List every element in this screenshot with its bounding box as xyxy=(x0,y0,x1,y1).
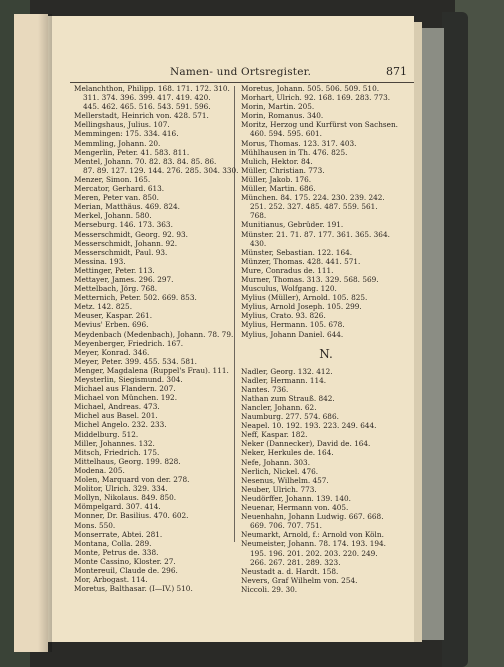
page-number: 871 xyxy=(386,65,407,78)
index-entry: Mellingshaus, Julius. 107. xyxy=(74,120,170,130)
index-entry: Meren, Peter van. 850. xyxy=(74,193,159,203)
index-entry: Neuber, Ulrich. 773. xyxy=(241,484,317,494)
index-entry: Meysterlin, Siegismund. 304. xyxy=(74,375,183,384)
index-entry: Moretus, Johann. 505. 506. 509. 510. xyxy=(241,84,380,93)
index-entry: Mylius, Johann Daniel. 644. xyxy=(241,329,344,339)
index-entry: Merkel, Johann. 580. xyxy=(74,211,152,221)
index-entry: Metternich, Peter. 502. 669. 853. xyxy=(74,293,197,303)
index-entry: Murner, Thomas. 313. 329. 568. 569. xyxy=(241,274,379,284)
section-letter: N. xyxy=(319,346,333,361)
index-entry: Melanchthon, Philipp. 168. 171. 172. 310. xyxy=(74,84,230,93)
index-entry: Mittelhaus, Georg. 199. 828. xyxy=(74,456,181,466)
column-rule xyxy=(234,86,235,542)
index-entry: Nesenus, Wilhelm. 457. xyxy=(241,475,329,485)
index-entry: Morin, Martin. 205. xyxy=(241,102,315,112)
index-entry: Mylius, Hermann. 105. 678. xyxy=(241,320,345,330)
index-entry: Neudörffer, Johann. 139. 140. xyxy=(241,493,352,503)
index-entry: Michael, Andreas. 473. xyxy=(74,402,160,412)
index-entry: Münster. 21. 71. 87. 177. 361. 365. 364. xyxy=(241,229,390,239)
index-entry: Meyenberger, Friedrich. 167. xyxy=(74,338,184,348)
index-entry: Nancler, Johann. 62. xyxy=(241,403,317,412)
index-entry: 430. xyxy=(250,238,267,248)
index-column-left xyxy=(74,84,239,594)
index-entry: Menzer, Simon. 165. xyxy=(74,174,151,184)
index-entry: Meyer, Konrad. 346. xyxy=(74,347,150,357)
index-entry: 266. 267. 281. 289. 323. xyxy=(250,557,341,567)
index-entry: Mömpelgard. 307. 414. xyxy=(74,502,161,512)
index-entry: Nadler, Georg. 132. 412. xyxy=(241,366,333,376)
index-entry: Nevers, Graf Wilhelm von. 254. xyxy=(241,575,358,585)
running-title: Namen- und Ortsregister. xyxy=(170,66,312,78)
index-entry: Montereuil, Claude de. 296. xyxy=(74,565,178,575)
index-entry: 460. 594. 595. 601. xyxy=(250,129,322,139)
index-entry: Mor, Arbogast. 114. xyxy=(74,575,148,585)
index-entry: Mons. 550. xyxy=(74,520,116,530)
index-column-right xyxy=(241,84,411,594)
index-entry: Münzer, Thomas. 428. 441. 571. xyxy=(241,256,361,266)
index-entry: Mulich, Hektor. 84. xyxy=(241,156,313,166)
index-entry: Neustadt a. d. Hardt. 158. xyxy=(241,566,339,576)
index-entry: Mercator, Gerhard. 613. xyxy=(74,184,165,194)
index-entry: Müller, Martin. 686. xyxy=(241,184,316,194)
index-entry: Musculus, Wolfgang. 120. xyxy=(241,284,337,294)
index-entry: Michel Angelo. 232. 233. xyxy=(74,420,167,430)
index-entry: Mühlhausen in Th. 476. 825. xyxy=(241,147,348,157)
index-entry: Menger, Magdalena (Ruppel's Frau). 111. xyxy=(74,365,229,375)
index-entry: Morin, Romanus. 340. xyxy=(241,111,324,121)
index-entry: 445. 462. 465. 516. 543. 591. 596. xyxy=(83,102,211,112)
index-entry: München. 84. 175. 224. 230. 239. 242. xyxy=(241,193,385,203)
index-entry: 768. xyxy=(250,211,267,221)
index-entry: Morus, Thomas. 123. 317. 403. xyxy=(241,138,357,148)
index-entry: Meuser, Kaspar. 261. xyxy=(74,311,153,321)
index-entry: Mylius, Arnold Joseph. 105. 299. xyxy=(241,302,362,312)
index-entry: Michael von München. 192. xyxy=(74,393,178,403)
index-entry: Merseburg. 146. 173. 363. xyxy=(74,220,173,230)
gutter-shadow xyxy=(38,14,52,652)
index-entry: Neuenar, Hermann von. 405. xyxy=(241,503,349,513)
index-entry: Moritz, Herzog und Kurfürst von Sachsen. xyxy=(241,120,399,130)
index-entry: Nathan zum Strauß. 842. xyxy=(241,393,335,403)
index-entry: Messerschmidt, Paul. 93. xyxy=(74,247,168,257)
index-entry: Niccoli. 29. 30. xyxy=(241,584,298,594)
index-entry: Mollyn, Nikolaus. 849. 850. xyxy=(74,493,177,503)
index-entry: 669. 706. 707. 751. xyxy=(250,521,322,531)
index-entry: Molen, Marquard von der. 278. xyxy=(74,475,190,485)
index-entry: 251. 252. 327. 485. 487. 559. 561. xyxy=(250,202,378,212)
index-entry: Nantes. 736. xyxy=(241,384,289,394)
index-entry: Müller, Christian. 773. xyxy=(241,165,325,175)
index-entry: Mellerstadt, Heinrich von. 428. 571. xyxy=(74,111,209,121)
index-entry: Metz. 142. 825. xyxy=(74,302,133,312)
index-entry: Messerschmidt, Johann. 92. xyxy=(74,238,178,248)
index-entry: Mitsch, Friedrich. 175. xyxy=(74,447,160,457)
index-entry: Münster, Sebastian. 122. 164. xyxy=(241,247,353,257)
index-entry: Molitor, Ulrich. 329. 334. xyxy=(74,484,168,494)
index-entry: 195. 196. 201. 202. 203. 220. 249. xyxy=(250,548,378,558)
index-entry: Modena. 205. xyxy=(74,465,125,475)
index-entry: Neapel. 10. 192. 193. 223. 249. 644. xyxy=(241,421,377,431)
index-entry: Mettayer, James. 296. 297. xyxy=(74,274,174,284)
index-entry: Neker (Dannecker), David de. 164. xyxy=(241,439,371,449)
index-entry: Monte Cassino, Kloster. 27. xyxy=(74,556,176,566)
index-entry: Montana, Colla. 289. xyxy=(74,538,152,548)
index-entry: Monte, Petrus de. 338. xyxy=(74,547,159,557)
index-entry: Moretus, Balthasar. (I—IV.) 510. xyxy=(74,584,193,594)
index-entry: Mylius (Müller), Arnold. 105. 825. xyxy=(241,293,368,303)
index-entry: Miller, Johannes. 132. xyxy=(74,438,155,448)
index-entry: Morhart, Ulrich. 92. 168. 169. 283. 773. xyxy=(241,93,391,103)
index-entry: Messina. 193. xyxy=(74,256,126,266)
index-entry: Michel aus Basel. 201. xyxy=(74,411,158,421)
index-entry: Mylius, Crato. 93. 826. xyxy=(241,311,326,321)
book-cover-edge xyxy=(420,28,444,640)
index-entry: Meydenbach (Medenbach), Johann. 78. 79. xyxy=(74,329,234,339)
index-entry: 311. 374. 396. 399. 417. 419. 420. xyxy=(83,93,211,103)
index-entry: Munitianus, Gebrüder. 191. xyxy=(241,220,344,230)
index-entry: Müller, Jakob. 176. xyxy=(241,174,312,184)
index-entry: Mure, Conradus de. 111. xyxy=(241,265,334,275)
index-entry: Mettelbach, Jörg. 768. xyxy=(74,284,158,294)
index-entry: Memmling, Johann. 20. xyxy=(74,138,161,148)
index-entry: 87. 89. 127. 129. 144. 276. 285. 304. 330. xyxy=(83,165,239,175)
index-entry: Messerschmidt, Georg. 92. 93. xyxy=(74,229,188,239)
index-entry: Neumarkt, Arnold, f.: Arnold von Köln. xyxy=(241,530,384,540)
index-entry: Mengerlin, Peter. 41. 583. 811. xyxy=(74,147,190,157)
index-entry: Memmingen: 175. 334. 416. xyxy=(74,129,179,139)
index-entry: Neff, Kaspar. 182. xyxy=(241,430,308,440)
index-entry: Neumeister, Johann. 78. 174. 193. 194. xyxy=(241,539,387,549)
index-entry: Meyer, Peter. 399. 455. 534. 581. xyxy=(74,356,197,366)
index-entry: Mettinger, Peter. 113. xyxy=(74,265,155,275)
index-entry: Middelburg. 512. xyxy=(74,429,139,439)
index-entry: Mentel, Johann. 70. 82. 83. 84. 85. 86. xyxy=(74,156,217,166)
index-entry: Naumburg. 277. 574. 686. xyxy=(241,412,339,422)
index-entry: Nerlich, Nickel. 476. xyxy=(241,466,319,476)
header-rule xyxy=(70,82,414,83)
index-entry: Michael aus Flandern. 207. xyxy=(74,384,176,394)
index-entry: Monserrate, Abtei. 281. xyxy=(74,529,163,539)
index-entry: Neker, Herkules de. 164. xyxy=(241,448,334,458)
book-cover xyxy=(442,12,468,667)
index-entry: Merian, Matthäus. 469. 824. xyxy=(74,202,180,212)
index-entry: Nadler, Hermann. 114. xyxy=(241,375,327,385)
index-entry: Monner, Dr. Basilius. 470. 602. xyxy=(74,511,189,521)
index-entry: Mevius' Erben. 696. xyxy=(74,320,149,330)
index-entry: Neuenhahn, Johann Ludwig. 667. 668. xyxy=(241,512,384,522)
index-entry: Nefe, Johann. 303. xyxy=(241,457,311,467)
